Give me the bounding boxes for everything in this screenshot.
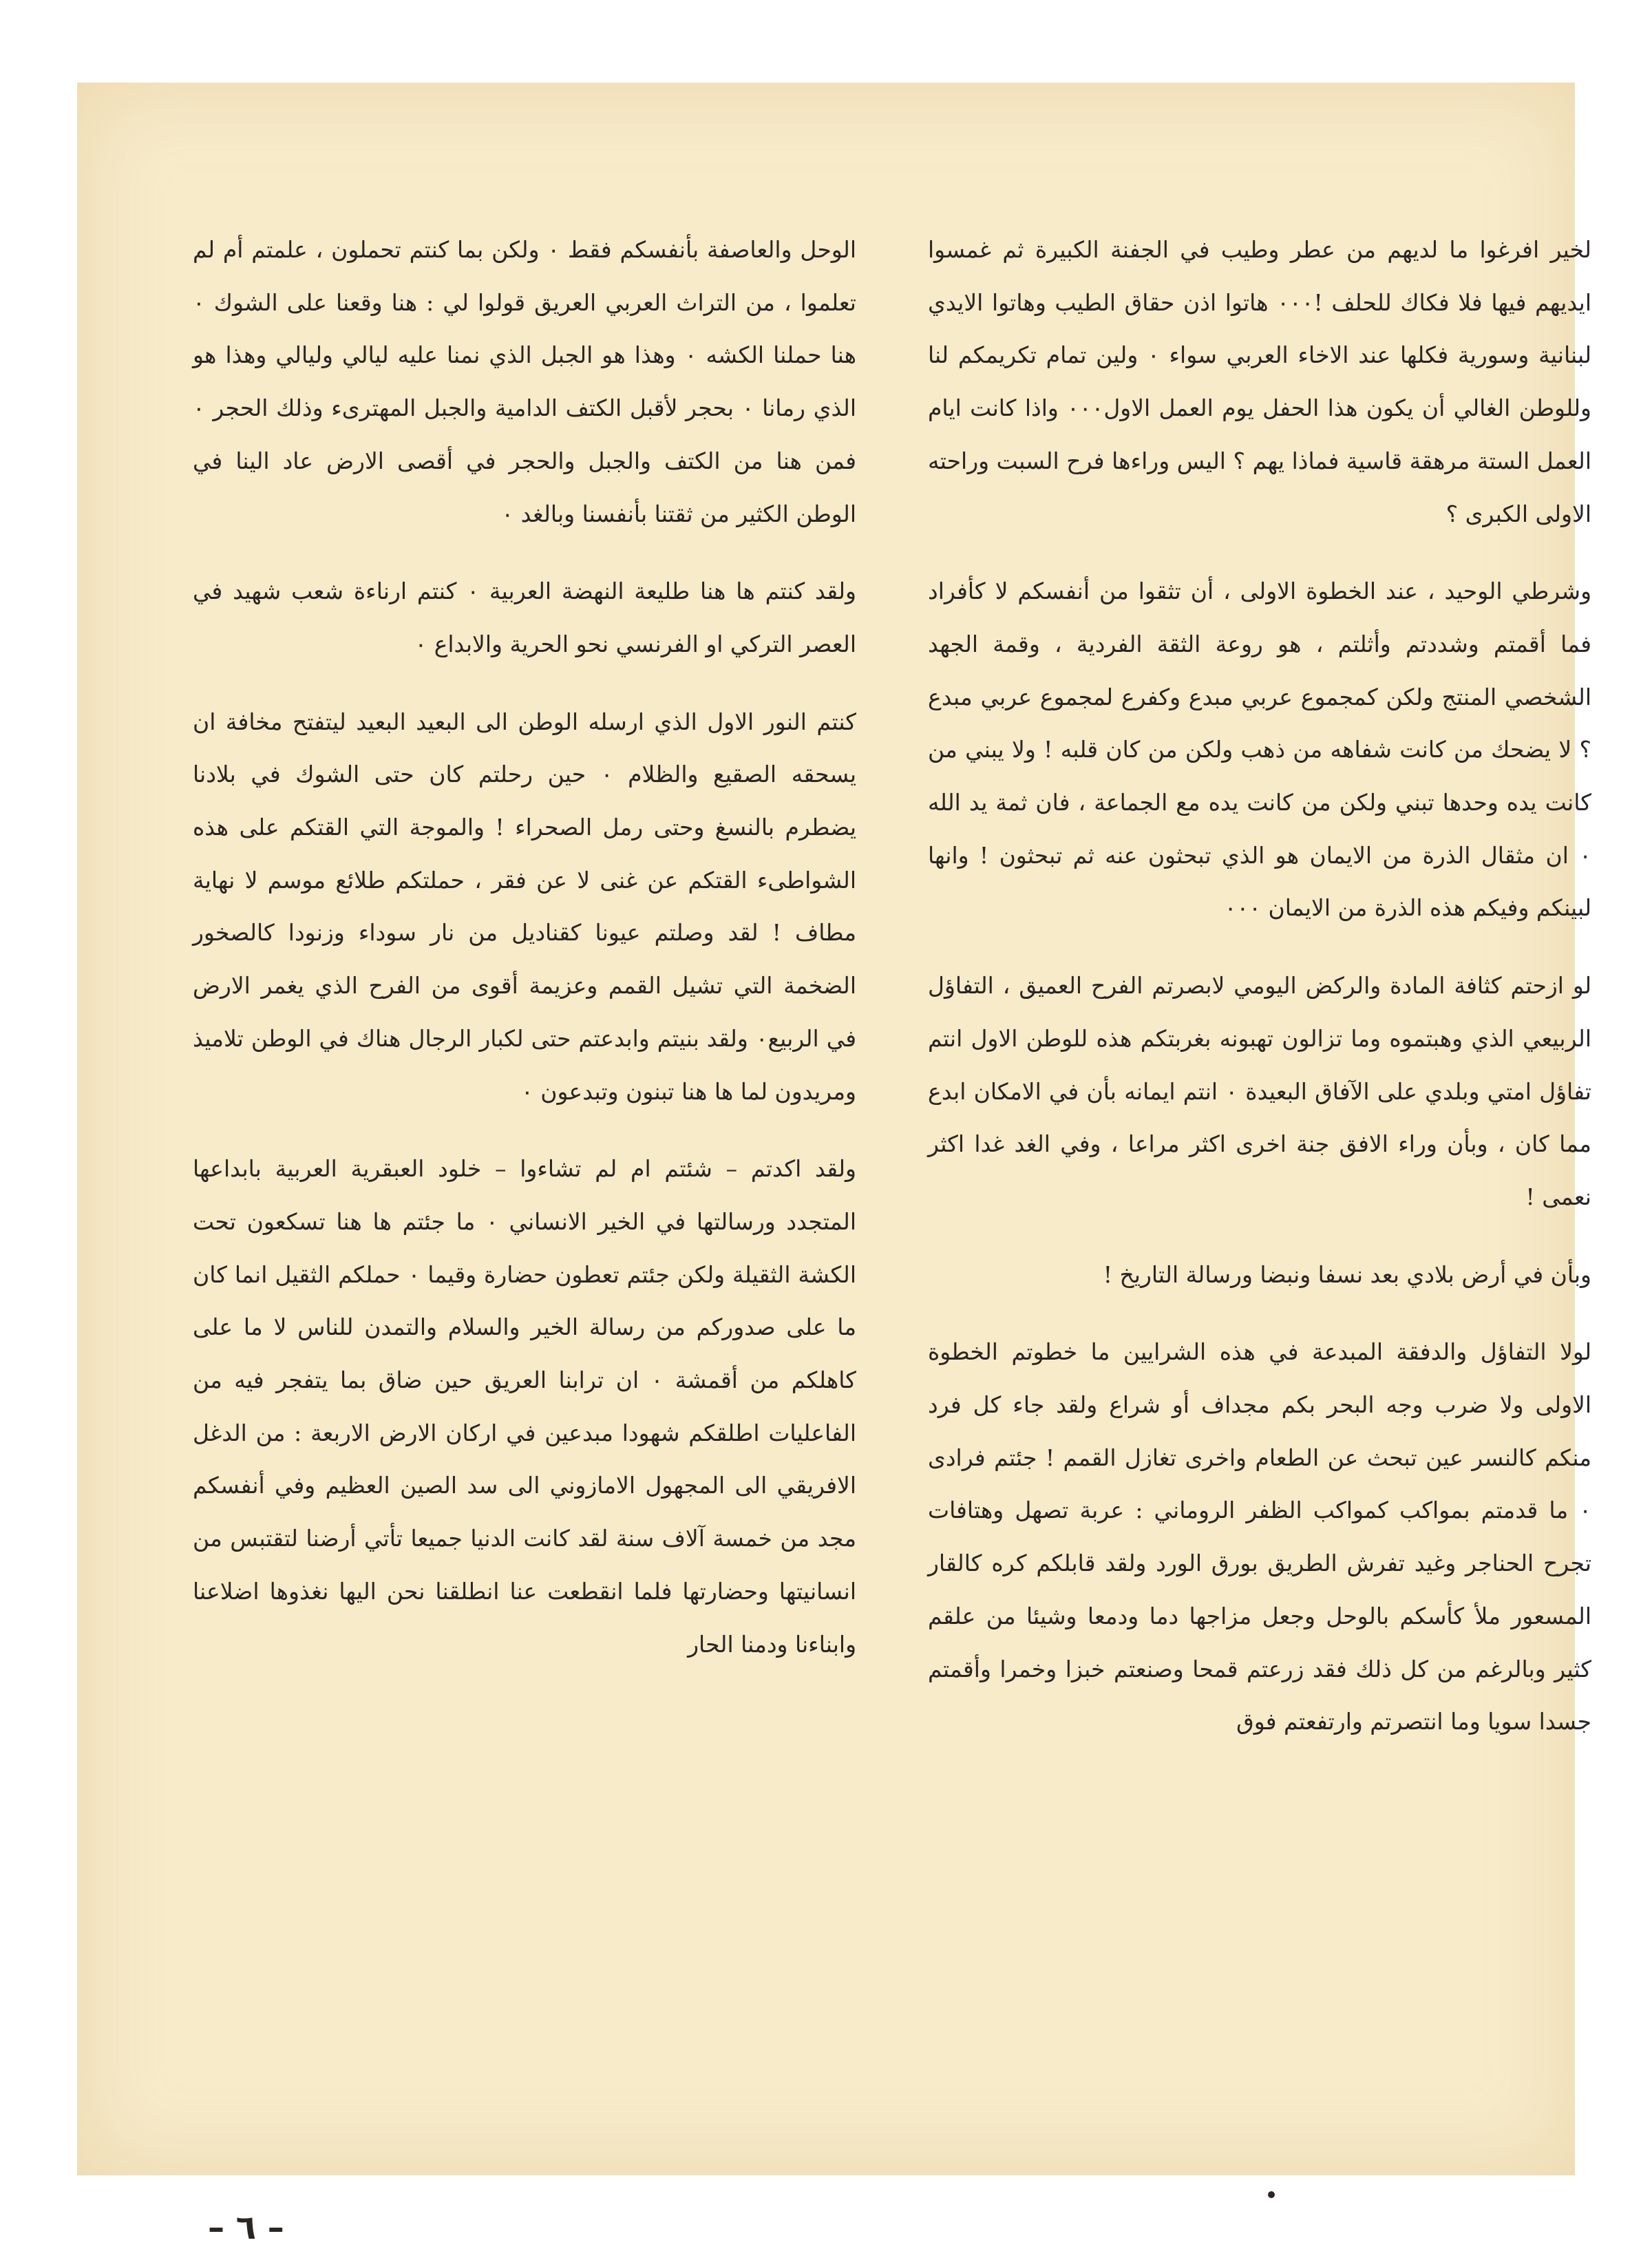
paragraph: لو ازحتم كثافة المادة والركض اليومي لابصرتم الفرح العميق ، التفاؤل الربيعي الذي وهبتموه وما تزالون تهبونه بغربتكم هذه للوطن الاول انتم تفاؤل امتي وبلدي على الآفاق البعيدة ٠ انتم ايمانه بأن في الامكان ابدع مما كان ، وبأن وراء الافق جنة اخرى اكثر مراعا ، وفي الغد غدا اكثر نعمى ! (928, 972, 1591, 1210)
paragraph: كنتم النور الاول الذي ارسله الوطن الى البعيد البعيد ليتفتح مخافة ان يسحقه الصقيع والظلام ٠ حين رحلتم كان حتى الشوك في بلادنا يضطرم بالنسغ وحتى رمل الصحراء ! والموجة التي القتكم على هذه الشواطىء القتكم عن غنى لا عن فقر ، حملتكم طلائع موسم لا نهاية مطاف ! لقد وصلتم عيونا كقناديل من نار سوداء وزنودا كالصخور الضخمة التي تشيل القمم وعزيمة أقوى من الفرح الذي يغمر الارض في الربيع٠ ولقد بنيتم وابدعتم حتى لكبار الرجال هناك في الوطن تلاميذ ومريدون لما ها هنا تبنون وتبدعون ٠ (193, 708, 857, 1105)
paragraph: الوحل والعاصفة بأنفسكم فقط ٠ ولكن بما كنتم تحملون ، علمتم أم لم تعلموا ، من التراث العربي العريق قولوا لي : هنا وقعنا على الشوك ٠ هنا حملنا الكشه ٠ وهذا هو الجبل الذي نمنا عليه ليالي وليالي وهذا هو الذي رمانا ٠ بحجر لأقبل الكتف الدامية والجبل المهترىء وذلك الحجر ٠ فمن هنا من الكتف والجبل والحجر في أقصى الارض عاد الينا في الوطن الكثير من ثقتنا بأنفسنا وبالغد ٠ (193, 236, 856, 527)
left-column (193, 224, 856, 1671)
ink-dot (1268, 2191, 1275, 2198)
paragraph: ولقد كنتم ها هنا طليعة النهضة العربية ٠ كنتم ارناءة شعب شهيد في العصر التركي او الفرنسي نحو الحرية والابداع ٠ (193, 578, 856, 657)
paragraph: وبأن في أرض بلادي بعد نسفا ونبضا ورسالة التاريخ ! (1103, 1260, 1591, 1288)
paragraph: وشرطي الوحيد ، عند الخطوة الاولى ، أن تثقوا من أنفسكم لا كأفراد فما أقمتم وشددتم وأثلتم ، هو روعة الثقة الفردية ، وقمة الجهد الشخصي المنتج ولكن كمجموع عربي مبدع وكفرع لمجموع عربي مبدع ؟ لا يضحك من كانت شفاهه من ذهب ولكن من كان قلبه ! ولا يبني من كانت يده وحدها تبني ولكن من كانت يده مع الجماعة ، فان ثمة يد الله ٠ ان مثقال الذرة من الايمان هو الذي تبحثون عنه ثم تبحثون ! وانها لبينكم وفيكم هذه الذرة من الايمان ٠٠٠ (928, 578, 1591, 922)
page-number: – ٦ – (208, 2208, 284, 2247)
right-column (928, 224, 1591, 1749)
paragraph: لولا التفاؤل والدفقة المبدعة في هذه الشرايين ما خطوتم الخطوة الاولى ولا ضرب وجه البحر بكم مجداف أو شراع ولقد جاء كل فرد منكم كالنسر عين تبحث عن الطعام واخرى تغازل القمم ! جئتم فرادى ٠ ما قدمتم بمواكب كمواكب الظفر الروماني : عربة تصهل وهتافات تجرح الحناجر وغيد تفرش الطريق بورق الورد ولقد قابلكم كره كالقار المسعور ملأ كأسكم بالوحل وجعل مزاجها دما ودمعا وشيئا من علقم كثير وبالرغم من كل ذلك فقد زرعتم قمحا وصنعتم خبزا وخمرا وأقمتم جسدا سويا وما انتصرتم وارتفعتم فوق (928, 1338, 1591, 1735)
paragraph: لخير افرغوا ما لديهم من عطر وطيب في الجفنة الكبيرة ثم غمسوا ايديهم فيها فلا فكاك للحلف !٠٠٠ هاتوا اذن حقاق الطيب وهاتوا الايدي لبنانية وسورية فكلها عند الاخاء العربي سواء ٠ ولين تمام تكريمكم لنا وللوطن الغالي أن يكون هذا الحفل يوم العمل الاول٠٠٠ واذا كانت ايام العمل الستة مرهقة قاسية فماذا يهم ؟ اليس وراءها فرح السبت وراحته الاولى الكبرى ؟ (928, 236, 1592, 527)
paragraph: ولقد اكدتم – شئتم ام لم تشاءوا – خلود العبقرية العربية بابداعها المتجدد ورسالتها في الخير الانساني ٠ ما جئتم ها هنا تسكعون تحت الكشة الثقيلة ولكن جئتم تعطون حضارة وقيما ٠ حملكم الثقيل انما كان ما على صدوركم من رسالة الخير والسلام والتمدن للناس لا ما على كاهلكم من أقمشة ٠ ان ترابنا العريق حين ضاق بما يتفجر فيه من الفاعليات اطلقكم شهودا مبدعين في اركان الارض الاربعة : من الدغل الافريقي الى المجهول الامازوني الى سد الصين العظيم وفي أنفسكم مجد من خمسة آلاف سنة لقد كانت الدنيا جميعا تأتي أرضنا لتقتبس من انسانيتها وحضارتها فلما انقطعت عنا انطلقنا نحن اليها نغذوها اضلاعنا وابناءنا ودمنا الحار (193, 1155, 856, 1658)
magazine-page (77, 83, 1592, 2247)
